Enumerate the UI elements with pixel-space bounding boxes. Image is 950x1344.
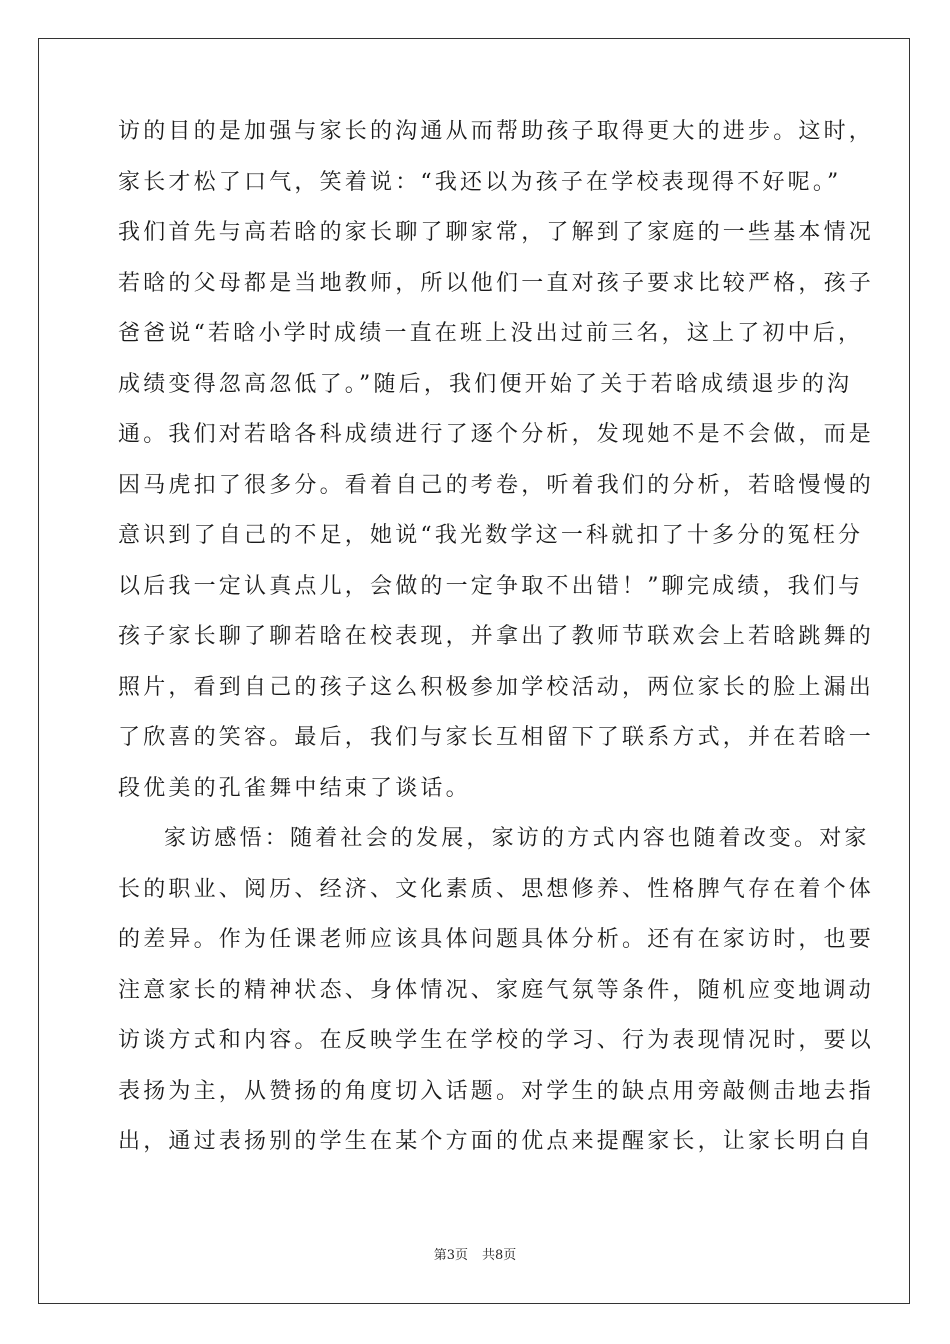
text-line: 家长才松了口气，笑着说：“我还以为孩子在学校表现得不好呢。” xyxy=(118,169,842,195)
page-footer xyxy=(0,1244,950,1263)
text-line: 访谈方式和内容。在反映学生在学校的学习、行为表现情况时，要以 xyxy=(118,1028,875,1053)
text-line: 以后我一定认真点儿，会做的一定争取不出错！”聊完成绩，我们与 xyxy=(118,573,864,599)
page-number-current: 第3页 xyxy=(433,1248,468,1263)
text-line: 注意家长的精神状态、身体情况、家庭气氛等条件，随机应变地调动 xyxy=(118,977,875,1003)
text-line: 长的职业、阅历、经济、文化素质、思想修养、性格脾气存在着个体 xyxy=(118,876,875,902)
text-line: 若晗的父母都是当地教师，所以他们一直对孩子要求比较严格，孩子 xyxy=(118,270,875,296)
text-line: 了欣喜的笑容。最后，我们与家长互相留下了联系方式，并在若晗一 xyxy=(118,725,875,750)
text-line: 出，通过表扬别的学生在某个方面的优点来提醒家长，让家长明白自 xyxy=(118,1129,875,1154)
page-number-total: 共8页 xyxy=(482,1248,517,1263)
text-line: 照片，看到自己的孩子这么积极参加学校活动，两位家长的脸上漏出 xyxy=(118,674,875,700)
paragraph-start-line: 家访感悟：随着社会的发展，家访的方式内容也随着改变。对家 xyxy=(164,826,870,851)
text-line: 成绩变得忽高忽低了。”随后，我们便开始了关于若晗成绩退步的沟 xyxy=(118,371,853,397)
text-line: 意识到了自己的不足，她说“我光数学这一科就扣了十多分的冤枉分 xyxy=(118,523,864,548)
text-line: 段优美的孔雀舞中结束了谈话。 xyxy=(118,775,471,801)
text-line: 爸爸说“若晗小学时成绩一直在班上没出过前三名，这上了初中后， xyxy=(118,321,864,346)
text-line: 因马虎扣了很多分。看着自己的考卷，听着我们的分析，若晗慢慢的 xyxy=(118,472,875,498)
document-body xyxy=(118,107,875,1168)
text-line: 表扬为主，从赞扬的角度切入话题。对学生的缺点用旁敲侧击地去指 xyxy=(118,1078,875,1104)
text-line: 我们首先与高若晗的家长聊了聊家常，了解到了家庭的一些基本情况 xyxy=(118,220,875,245)
text-line: 孩子家长聊了聊若晗在校表现，并拿出了教师节联欢会上若晗跳舞的 xyxy=(118,624,875,649)
text-line: 通。我们对若晗各科成绩进行了逐个分析，发现她不是不会做，而是 xyxy=(118,422,875,447)
text-line: 访的目的是加强与家长的沟通从而帮助孩子取得更大的进步。这时， xyxy=(118,119,875,144)
text-line: 的差异。作为任课老师应该具体问题具体分析。还有在家访时，也要 xyxy=(118,927,875,952)
